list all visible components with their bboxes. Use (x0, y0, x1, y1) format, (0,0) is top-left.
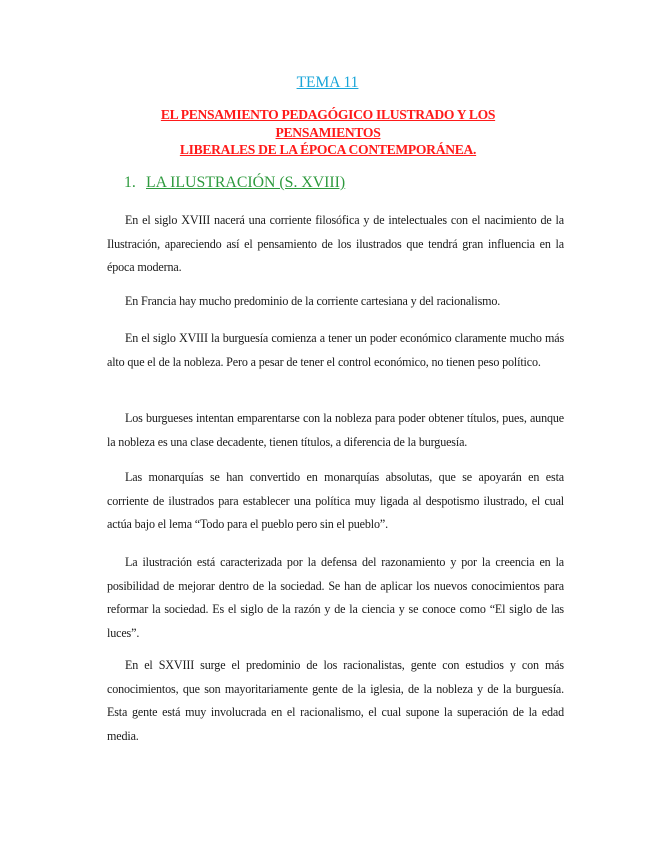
paragraph-4: Los burgueses intentan emparentarse con la nobleza para poder obtener títulos, pues, aunque la nobleza es una clase decadente, tienen títulos, a diferencia de la burguesía. (107, 411, 564, 449)
section-number: 1. (124, 174, 136, 191)
paragraph-5: Las monarquías se han convertido en monarquías absolutas, que se apoyarán en esta corriente de ilustrados para establecer una política muy ligada al despotismo ilustrado, el cual actúa bajo el lema “Todo para el pueblo pero sin el pueblo”. (107, 470, 564, 531)
paragraph-7: En el SXVIII surge el predominio de los racionalistas, gente con estudios y con más conocimientos, que son mayoritariamente gente de la iglesia, de la nobleza y de la burguesía. Esta gente está muy involucrada en el racionalismo, el cual supone la superación de la edad media. (107, 658, 564, 743)
section-title: LA ILUSTRACIÓN (S. XVIII) (146, 174, 346, 191)
chapter-title-line-1: EL PENSAMIENTO PEDAGÓGICO ILUSTRADO Y LOS PENSAMIENTOS (160, 107, 496, 140)
paragraph-2: En Francia hay mucho predominio de la corriente cartesiana y del racionalismo. (125, 294, 501, 308)
paragraph-6: La ilustración está caracterizada por la defensa del razonamiento y por la creencia en la posibilidad de mejorar dentro de la sociedad. Se han de aplicar los nuevos conocimientos para reformar la sociedad. Es el siglo de la razón y de la ciencia y se conoce como “El siglo de las luces”. (107, 555, 564, 640)
paragraph-3: En el siglo XVIII la burguesía comienza a tener un poder económico claramente mucho más alto que el de la nobleza. Pero a pesar de tener el control económico, no tienen peso político. (107, 331, 564, 369)
chapter-title-line-2: LIBERALES DE LA ÉPOCA CONTEMPORÁNEA. (179, 142, 477, 157)
section-heading (124, 173, 345, 193)
tema-heading: TEMA 11 (296, 74, 359, 91)
chapter-title (108, 106, 548, 159)
paragraph-1: En el siglo XVIII nacerá una corriente filosófica y de intelectuales con el nacimiento de la Ilustración, apareciendo así el pensamiento de los ilustrados que tendrá gran influencia en la época moderna. (107, 213, 564, 274)
